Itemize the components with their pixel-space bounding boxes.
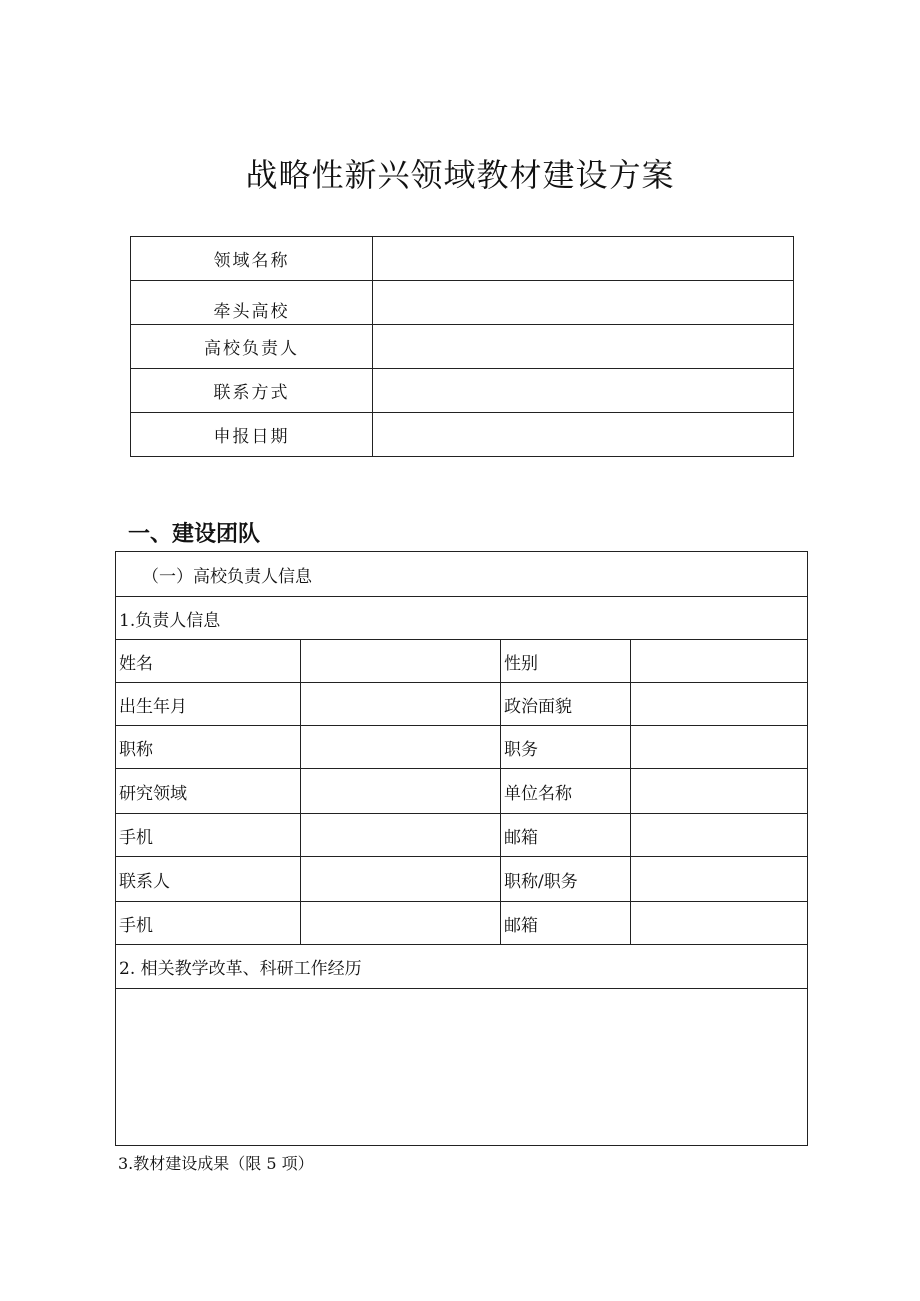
cover-row-contact: [131, 369, 794, 413]
item3-label: 3.教材建设成果（限 5 项）: [118, 1154, 314, 1173]
page-title: 战略性新兴领域教材建设方案: [245, 156, 675, 194]
row-value-research-field[interactable]: [301, 769, 501, 814]
row-value-political-status[interactable]: [631, 683, 808, 726]
table-row: [116, 857, 808, 902]
row-label-gender: 性别: [501, 640, 631, 683]
row-value-birth[interactable]: [301, 683, 501, 726]
cover-label-field-name: 领域名称: [131, 237, 373, 281]
row-label-unit-name: 单位名称: [501, 769, 631, 814]
row-label-political-status: 政治面貌: [501, 683, 631, 726]
table-row: [116, 902, 808, 945]
cover-value-lead-university[interactable]: [373, 281, 794, 325]
row-value-position[interactable]: [631, 726, 808, 769]
row-value-unit-name[interactable]: [631, 769, 808, 814]
row-value-contact-mobile[interactable]: [301, 902, 501, 945]
row-value-email[interactable]: [631, 814, 808, 857]
cover-label-university-leader: 高校负责人: [131, 325, 373, 369]
item2-label: 2. 相关教学改革、科研工作经历: [116, 945, 808, 989]
item1-row: [116, 597, 808, 640]
item2-content-area[interactable]: [116, 989, 808, 1146]
table-row: [116, 769, 808, 814]
row-value-name[interactable]: [301, 640, 501, 683]
cover-row-university-leader: [131, 325, 794, 369]
leader-info-table: [115, 551, 808, 1146]
subheading-row: [116, 552, 808, 597]
row-label-contact-person: 联系人: [116, 857, 301, 902]
row-value-contact-title[interactable]: [631, 857, 808, 902]
row-label-position: 职务: [501, 726, 631, 769]
cover-row-lead-university: [131, 281, 794, 325]
cover-label-contact: 联系方式: [131, 369, 373, 413]
row-value-contact-email[interactable]: [631, 902, 808, 945]
cover-label-lead-university: 牵头高校: [131, 281, 373, 325]
cover-value-university-leader[interactable]: [373, 325, 794, 369]
cover-info-table: [130, 236, 794, 457]
cover-label-apply-date: 申报日期: [131, 413, 373, 457]
item2-row: [116, 945, 808, 989]
item1-label: 1.负责人信息: [116, 597, 808, 640]
row-label-research-field: 研究领域: [116, 769, 301, 814]
row-value-mobile[interactable]: [301, 814, 501, 857]
row-value-title[interactable]: [301, 726, 501, 769]
table-row: [116, 683, 808, 726]
table-row: [116, 814, 808, 857]
cover-value-field-name[interactable]: [373, 237, 794, 281]
cover-value-apply-date[interactable]: [373, 413, 794, 457]
row-label-contact-title: 职称/职务: [501, 857, 631, 902]
row-label-email: 邮箱: [501, 814, 631, 857]
subheading-leader-info: （一）高校负责人信息: [116, 552, 808, 597]
item2-content-row: [116, 989, 808, 1146]
table-row: [116, 726, 808, 769]
row-label-contact-email: 邮箱: [501, 902, 631, 945]
row-label-mobile: 手机: [116, 814, 301, 857]
row-label-title: 职称: [116, 726, 301, 769]
section-heading-team: 一、建设团队: [128, 522, 261, 547]
row-label-name: 姓名: [116, 640, 301, 683]
row-value-gender[interactable]: [631, 640, 808, 683]
cover-value-contact[interactable]: [373, 369, 794, 413]
row-value-contact-person[interactable]: [301, 857, 501, 902]
cover-row-apply-date: [131, 413, 794, 457]
table-row: [116, 640, 808, 683]
row-label-contact-mobile: 手机: [116, 902, 301, 945]
row-label-birth: 出生年月: [116, 683, 301, 726]
cover-row-field-name: [131, 237, 794, 281]
